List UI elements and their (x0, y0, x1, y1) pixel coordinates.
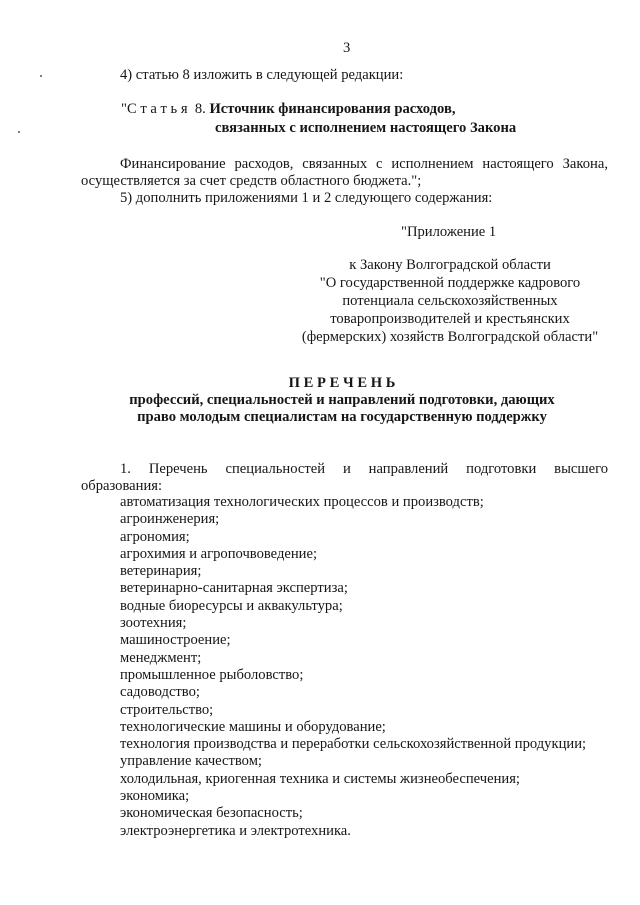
list-item: садоводство; (120, 684, 200, 701)
section1-line1: 1. Перечень специальностей и направлений подготовки высшего (120, 461, 608, 477)
list-item: водные биоресурсы и аквакультура; (120, 597, 343, 614)
page-number: 3 (343, 40, 351, 56)
list-item: управление качеством; (120, 753, 262, 770)
article-title-line1: Источник финансирования расходов, (209, 101, 456, 117)
scan-speck (18, 131, 20, 133)
specialties-list (120, 494, 586, 840)
list-item: машиностроение; (120, 632, 231, 649)
list-item: технология производства и переработки сельскохозяйственной продукции; (120, 736, 587, 753)
amendment-item-4: 4) статью 8 изложить в следующей редакции: (120, 67, 404, 83)
list-item: агроинженерия; (120, 511, 220, 528)
list-item: автоматизация технологических процессов и производств; (120, 494, 484, 510)
list-heading: П Е Р Е Ч Е Н Ь (288, 375, 396, 391)
list-item: ветеринарно-санитарная экспертиза; (120, 580, 348, 597)
list-title-line1: профессий, специальностей и направлений подготовки, дающих (129, 392, 555, 408)
list-item: зоотехния; (120, 615, 187, 632)
financing-line2: осуществляется за счет средств областного бюджета."; (81, 173, 422, 189)
appendix-ref-line: "О государственной поддержке кадрового (319, 275, 581, 291)
list-item: менеджмент; (120, 649, 202, 666)
appendix-ref-line: к Закону Волгоградской области (349, 257, 551, 273)
list-item: агрохимия и агропочвоведение; (120, 545, 318, 562)
list-item: холодильная, криогенная техника и системы жизнеобеспечения; (120, 770, 520, 787)
list-item: ветеринария; (120, 563, 202, 580)
list-item: промышленное рыболовство; (120, 666, 304, 683)
list-item: экономика; (120, 788, 190, 805)
appendix-ref-line: (фермерских) хозяйств Волгоградской области" (301, 329, 599, 345)
article-title-line2: связанных с исполнением настоящего Закона (215, 120, 517, 136)
appendix-ref-line: товаропроизводителей и крестьянских (330, 311, 570, 327)
list-item: строительство; (120, 701, 214, 718)
appendix-label: "Приложение 1 (401, 224, 497, 240)
appendix-ref-line: потенциала сельскохозяйственных (342, 293, 558, 309)
scan-speck (40, 75, 42, 77)
list-item: технологические машины и оборудование; (120, 718, 386, 735)
list-item: электроэнергетика и электротехника. (120, 822, 351, 839)
list-item: агрономия; (120, 528, 190, 545)
article-prefix: "С т а т ь я 8. (121, 101, 206, 117)
financing-line1: Финансирование расходов, связанных с исполнением настоящего Закона, (120, 156, 608, 172)
amendment-item-5: 5) дополнить приложениями 1 и 2 следующего содержания: (120, 190, 493, 206)
appendix-reference (295, 256, 605, 346)
section1-line2: образования: (81, 478, 163, 494)
list-item: экономическая безопасность; (120, 805, 303, 822)
article-heading (121, 100, 456, 118)
list-title-line2: право молодым специалистам на государственную поддержку (137, 409, 547, 425)
